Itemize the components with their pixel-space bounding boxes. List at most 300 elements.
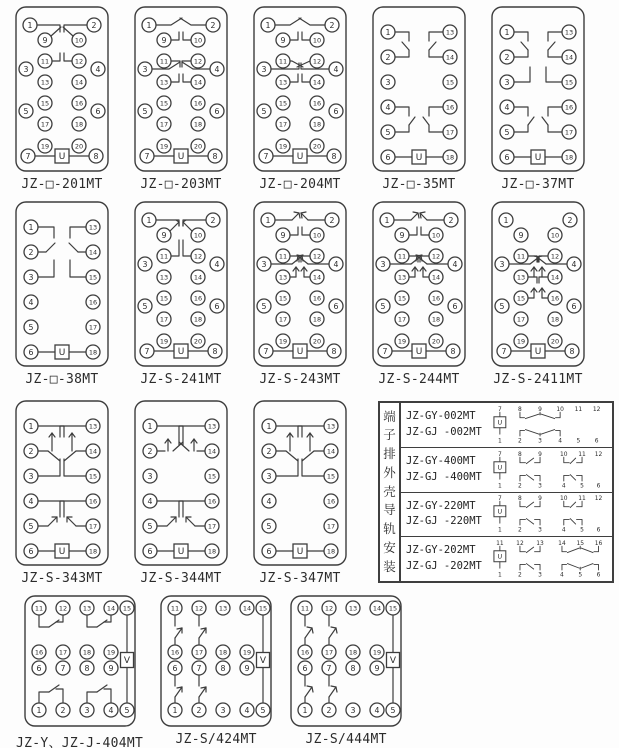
svg-text:U: U <box>497 418 503 427</box>
diagram-canvas-37mt <box>490 5 586 173</box>
svg-text:10: 10 <box>431 231 441 240</box>
terminal-pin-10 <box>191 228 205 242</box>
svg-text:3: 3 <box>84 705 90 715</box>
terminal-pin-19 <box>370 645 384 659</box>
svg-text:17: 17 <box>40 120 50 129</box>
terminal-pin-1 <box>24 419 38 433</box>
side-label-char: 子 <box>383 427 396 443</box>
terminal-pin-16 <box>310 291 324 305</box>
svg-text:12: 12 <box>194 604 204 613</box>
diagram-canvas-204mt <box>252 5 348 173</box>
terminal-pin-17 <box>56 645 70 659</box>
terminal-pin-20 <box>548 334 562 348</box>
svg-text:4: 4 <box>558 437 563 445</box>
svg-text:6: 6 <box>333 106 339 116</box>
svg-text:U: U <box>177 152 185 163</box>
terminal-pin-3 <box>376 257 390 271</box>
terminal-pin-7 <box>378 344 392 358</box>
terminal-pin-14 <box>370 601 384 615</box>
terminal-pin-5 <box>120 703 134 717</box>
terminal-pin-13 <box>80 601 94 615</box>
svg-text:6: 6 <box>504 152 510 162</box>
svg-text:9: 9 <box>280 35 286 45</box>
svg-text:7: 7 <box>144 346 150 356</box>
terminal-pin-4 <box>210 62 224 76</box>
diagram-label-2411mt: JZ-S-2411MT <box>493 372 583 387</box>
terminal-pin-13 <box>324 419 338 433</box>
terminal-pin-6 <box>24 345 38 359</box>
svg-text:18: 18 <box>348 648 358 657</box>
svg-text:19: 19 <box>278 142 288 151</box>
terminal-pin-18 <box>443 150 457 164</box>
table-side-label <box>380 403 401 581</box>
terminal-pin-3 <box>500 75 514 89</box>
svg-text:8: 8 <box>212 346 218 356</box>
svg-text:10: 10 <box>550 231 560 240</box>
svg-text:9: 9 <box>374 663 380 673</box>
terminal-pin-9 <box>240 661 254 675</box>
svg-text:3: 3 <box>538 482 542 490</box>
svg-text:17: 17 <box>278 120 288 129</box>
terminal-pin-6 <box>262 544 276 558</box>
terminal-pin-17 <box>443 125 457 139</box>
svg-text:18: 18 <box>88 547 98 556</box>
svg-text:4: 4 <box>214 64 220 74</box>
terminal-pin-14 <box>429 270 443 284</box>
terminal-pin-15 <box>120 601 134 615</box>
terminal-pin-2 <box>56 703 70 717</box>
terminal-pin-16 <box>32 645 46 659</box>
terminal-pin-8 <box>208 344 222 358</box>
terminal-pin-19 <box>38 139 52 153</box>
svg-text:1: 1 <box>503 215 509 225</box>
mini-terminal-diagram <box>490 449 612 491</box>
terminal-pin-16 <box>86 494 100 508</box>
terminal-pin-17 <box>205 519 219 533</box>
terminal-pin-19 <box>157 139 171 153</box>
svg-text:5: 5 <box>142 301 148 311</box>
svg-text:18: 18 <box>74 120 84 129</box>
svg-text:6: 6 <box>214 106 220 116</box>
terminal-pin-13 <box>216 601 230 615</box>
table-row-jz-gy-002mt <box>401 403 612 448</box>
terminal-pin-5 <box>256 703 270 717</box>
svg-text:12: 12 <box>312 252 322 261</box>
svg-text:9: 9 <box>538 450 542 458</box>
svg-text:4: 4 <box>28 297 34 307</box>
terminal-pin-3 <box>24 469 38 483</box>
svg-text:8: 8 <box>350 663 356 673</box>
svg-text:5: 5 <box>142 106 148 116</box>
u-coil-box <box>412 344 426 358</box>
terminal-pin-3 <box>24 270 38 284</box>
terminal-pin-5 <box>138 104 152 118</box>
svg-text:17: 17 <box>159 315 169 324</box>
terminal-pin-12 <box>191 54 205 68</box>
terminal-pin-6 <box>143 544 157 558</box>
terminal-pin-19 <box>240 645 254 659</box>
terminal-pin-4 <box>500 100 514 114</box>
svg-text:13: 13 <box>564 28 574 37</box>
svg-text:3: 3 <box>504 77 510 87</box>
terminal-pin-6 <box>448 299 462 313</box>
terminal-pin-13 <box>276 270 290 284</box>
terminal-pin-3 <box>346 703 360 717</box>
svg-text:7: 7 <box>326 663 332 673</box>
terminal-pin-6 <box>329 299 343 313</box>
svg-text:1: 1 <box>384 215 390 225</box>
svg-text:13: 13 <box>218 604 228 613</box>
svg-text:9: 9 <box>399 230 405 240</box>
terminal-pin-17 <box>562 125 576 139</box>
svg-text:U: U <box>177 547 185 558</box>
svg-text:15: 15 <box>388 604 398 613</box>
u-coil-box <box>531 344 545 358</box>
terminal-pin-17 <box>322 645 336 659</box>
relay-diagram-241mt <box>133 200 229 387</box>
terminal-pin-9 <box>395 228 409 242</box>
terminal-pin-5 <box>138 299 152 313</box>
terminal-pin-7 <box>259 344 273 358</box>
terminal-pin-5 <box>257 299 271 313</box>
terminal-pin-16 <box>205 494 219 508</box>
terminal-pin-3 <box>143 469 157 483</box>
svg-text:1: 1 <box>302 705 308 715</box>
svg-text:8: 8 <box>220 663 226 673</box>
terminal-pin-17 <box>86 519 100 533</box>
svg-text:11: 11 <box>159 252 169 261</box>
terminal-pin-11 <box>38 54 52 68</box>
svg-text:3: 3 <box>538 527 542 535</box>
svg-text:16: 16 <box>594 540 603 548</box>
svg-text:6: 6 <box>452 301 458 311</box>
terminal-pin-11 <box>276 54 290 68</box>
svg-text:5: 5 <box>385 127 391 137</box>
svg-text:8: 8 <box>518 450 522 458</box>
svg-text:U: U <box>534 153 542 164</box>
terminal-pin-8 <box>346 661 360 675</box>
terminal-pin-7 <box>322 661 336 675</box>
terminal-pin-4 <box>24 295 38 309</box>
svg-text:10: 10 <box>556 406 564 414</box>
diagram-row-4 <box>0 586 619 748</box>
terminal-pin-14 <box>104 601 118 615</box>
svg-text:8: 8 <box>450 346 456 356</box>
terminal-pin-11 <box>157 54 171 68</box>
diagram-label-347mt: JZ-S-347MT <box>259 571 341 586</box>
terminal-pin-18 <box>562 150 576 164</box>
svg-text:3: 3 <box>23 64 29 74</box>
model-names <box>406 454 490 486</box>
terminal-pin-11 <box>276 249 290 263</box>
terminal-pin-15 <box>157 96 171 110</box>
svg-text:14: 14 <box>372 604 382 613</box>
side-label-char: 外 <box>383 464 396 480</box>
svg-text:12: 12 <box>431 252 441 261</box>
svg-text:16: 16 <box>431 294 441 303</box>
svg-text:5: 5 <box>504 127 510 137</box>
svg-text:2: 2 <box>385 52 391 62</box>
svg-text:5: 5 <box>28 521 34 531</box>
svg-text:9: 9 <box>108 663 114 673</box>
svg-text:6: 6 <box>596 482 601 490</box>
svg-text:19: 19 <box>159 142 169 151</box>
svg-text:11: 11 <box>300 604 310 613</box>
svg-text:15: 15 <box>88 273 98 282</box>
terminal-pin-5 <box>24 320 38 334</box>
svg-text:11: 11 <box>397 252 407 261</box>
svg-text:9: 9 <box>280 230 286 240</box>
svg-text:4: 4 <box>560 571 564 579</box>
terminal-pin-14 <box>191 75 205 89</box>
terminal-pin-9 <box>104 661 118 675</box>
svg-text:13: 13 <box>536 540 544 548</box>
svg-text:11: 11 <box>578 495 586 503</box>
svg-text:14: 14 <box>550 273 560 282</box>
terminal-pin-6 <box>91 104 105 118</box>
terminal-pin-16 <box>429 291 443 305</box>
svg-text:15: 15 <box>258 604 268 613</box>
svg-text:3: 3 <box>350 705 356 715</box>
relay-diagram-343mt <box>14 399 110 586</box>
svg-text:6: 6 <box>302 663 308 673</box>
model-name: JZ-GJ -220MT <box>406 515 482 528</box>
terminal-pin-4 <box>567 257 581 271</box>
svg-text:2: 2 <box>448 215 454 225</box>
svg-text:5: 5 <box>499 301 505 311</box>
model-names <box>406 409 490 441</box>
relay-diagram-204mt <box>252 5 348 192</box>
svg-text:1: 1 <box>28 421 34 431</box>
terminal-pin-4 <box>210 257 224 271</box>
svg-text:18: 18 <box>207 547 217 556</box>
terminal-pin-2 <box>500 50 514 64</box>
terminal-pin-20 <box>429 334 443 348</box>
terminal-pin-1 <box>23 18 37 32</box>
terminal-pin-13 <box>395 270 409 284</box>
svg-text:8: 8 <box>331 346 337 356</box>
relay-diagram-203mt <box>133 5 229 192</box>
svg-text:13: 13 <box>516 273 526 282</box>
mini-terminal-diagram <box>490 404 612 446</box>
terminal-pin-5 <box>24 519 38 533</box>
terminal-pin-13 <box>562 25 576 39</box>
terminal-pin-3 <box>257 62 271 76</box>
svg-text:11: 11 <box>578 450 586 458</box>
svg-text:16: 16 <box>564 103 574 112</box>
svg-text:6: 6 <box>385 152 391 162</box>
terminal-pin-20 <box>310 139 324 153</box>
svg-text:2: 2 <box>60 705 66 715</box>
terminal-pin-16 <box>548 291 562 305</box>
svg-text:16: 16 <box>312 294 322 303</box>
svg-text:9: 9 <box>161 35 167 45</box>
terminal-pin-17 <box>86 320 100 334</box>
svg-text:7: 7 <box>501 346 507 356</box>
svg-text:1: 1 <box>497 482 502 490</box>
svg-text:7: 7 <box>497 450 502 458</box>
svg-text:19: 19 <box>278 337 288 346</box>
terminal-pin-16 <box>562 100 576 114</box>
svg-text:19: 19 <box>516 337 526 346</box>
svg-text:5: 5 <box>261 301 267 311</box>
svg-text:1: 1 <box>146 20 152 30</box>
terminal-pin-10 <box>429 228 443 242</box>
svg-text:20: 20 <box>312 337 322 346</box>
terminal-pin-4 <box>104 703 118 717</box>
svg-text:U: U <box>296 547 304 558</box>
svg-text:U: U <box>58 152 66 163</box>
svg-text:5: 5 <box>380 301 386 311</box>
svg-text:17: 17 <box>207 522 217 531</box>
mini-terminal-diagram <box>490 538 612 580</box>
terminal-pin-6 <box>32 661 46 675</box>
terminal-pin-11 <box>395 249 409 263</box>
terminal-pin-8 <box>89 149 103 163</box>
terminal-pin-13 <box>38 75 52 89</box>
svg-text:2: 2 <box>329 215 335 225</box>
terminal-pin-14 <box>562 50 576 64</box>
terminal-pin-15 <box>562 75 576 89</box>
svg-text:17: 17 <box>88 522 98 531</box>
terminal-pin-1 <box>142 213 156 227</box>
svg-text:13: 13 <box>278 273 288 282</box>
terminal-pin-18 <box>205 544 219 558</box>
diagram-canvas-2411mt <box>490 200 586 368</box>
svg-text:13: 13 <box>278 78 288 87</box>
terminal-pin-6 <box>298 661 312 675</box>
svg-text:2: 2 <box>329 20 335 30</box>
terminal-pin-18 <box>80 645 94 659</box>
svg-text:12: 12 <box>516 540 524 548</box>
terminal-pin-16 <box>72 96 86 110</box>
svg-text:18: 18 <box>312 120 322 129</box>
svg-text:10: 10 <box>312 36 322 45</box>
terminal-pin-16 <box>168 645 182 659</box>
terminal-pin-11 <box>157 249 171 263</box>
svg-text:15: 15 <box>159 99 169 108</box>
svg-text:6: 6 <box>36 663 42 673</box>
svg-text:9: 9 <box>161 230 167 240</box>
terminal-pin-7 <box>497 344 511 358</box>
svg-text:3: 3 <box>28 272 34 282</box>
terminal-pin-10 <box>310 33 324 47</box>
terminal-pin-16 <box>324 494 338 508</box>
svg-text:14: 14 <box>326 447 336 456</box>
svg-text:15: 15 <box>564 78 574 87</box>
svg-text:1: 1 <box>27 20 33 30</box>
relay-diagram-244mt <box>371 200 467 387</box>
svg-text:U: U <box>177 347 185 358</box>
relay-diagram-243mt <box>252 200 348 387</box>
svg-text:2: 2 <box>28 446 34 456</box>
side-label-char: 壳 <box>383 483 396 499</box>
svg-text:4: 4 <box>452 259 458 269</box>
terminal-pin-7 <box>56 661 70 675</box>
svg-text:U: U <box>497 552 503 561</box>
diagram-label-344mt: JZ-S-344MT <box>140 571 222 586</box>
svg-text:18: 18 <box>431 315 441 324</box>
svg-text:5: 5 <box>28 322 34 332</box>
terminal-pin-18 <box>72 117 86 131</box>
terminal-pin-4 <box>370 703 384 717</box>
diagram-row-3 <box>0 387 619 586</box>
terminal-pin-17 <box>157 117 171 131</box>
svg-text:13: 13 <box>207 422 217 431</box>
svg-text:V: V <box>123 656 130 667</box>
terminal-pin-12 <box>310 54 324 68</box>
terminal-pin-3 <box>19 62 33 76</box>
terminal-pin-13 <box>157 75 171 89</box>
svg-text:18: 18 <box>88 348 98 357</box>
terminal-pin-13 <box>157 270 171 284</box>
svg-text:15: 15 <box>397 294 407 303</box>
svg-text:1: 1 <box>265 20 271 30</box>
terminal-pin-4 <box>91 62 105 76</box>
terminal-pin-6 <box>24 544 38 558</box>
terminal-pin-12 <box>310 249 324 263</box>
diagram-canvas-35mt <box>371 5 467 173</box>
svg-text:U: U <box>58 547 66 558</box>
svg-text:1: 1 <box>504 27 510 37</box>
terminal-pin-14 <box>240 601 254 615</box>
svg-text:9: 9 <box>538 495 542 503</box>
terminal-pin-8 <box>446 344 460 358</box>
table-row-jz-gy-220mt <box>401 493 612 538</box>
terminal-pin-18 <box>429 312 443 326</box>
svg-text:U: U <box>415 153 423 164</box>
svg-text:13: 13 <box>82 604 91 613</box>
terminal-pin-15 <box>256 601 270 615</box>
terminal-pin-8 <box>208 149 222 163</box>
side-label-char: 安 <box>383 539 396 555</box>
terminal-pin-15 <box>514 291 528 305</box>
svg-text:14: 14 <box>564 53 574 62</box>
svg-text:2: 2 <box>91 20 97 30</box>
terminal-pin-16 <box>298 645 312 659</box>
svg-text:18: 18 <box>326 547 336 556</box>
svg-text:1: 1 <box>385 27 391 37</box>
terminal-pin-15 <box>86 270 100 284</box>
terminal-pin-11 <box>168 601 182 615</box>
model-names <box>406 543 490 575</box>
relay-diagram-404mt <box>16 594 143 748</box>
svg-text:17: 17 <box>88 323 98 332</box>
svg-text:3: 3 <box>380 259 386 269</box>
u-coil-box <box>55 345 69 359</box>
svg-text:U: U <box>497 463 503 472</box>
svg-text:20: 20 <box>431 337 441 346</box>
terminal-pin-18 <box>86 544 100 558</box>
terminal-pin-5 <box>257 104 271 118</box>
svg-text:7: 7 <box>497 495 502 503</box>
terminal-pin-3 <box>216 703 230 717</box>
svg-text:11: 11 <box>574 406 583 414</box>
relay-diagram-35mt <box>371 5 467 192</box>
svg-text:2: 2 <box>567 215 573 225</box>
terminal-pin-15 <box>276 96 290 110</box>
terminal-pin-7 <box>21 149 35 163</box>
svg-text:9: 9 <box>538 406 542 414</box>
svg-text:3: 3 <box>147 471 153 481</box>
svg-text:3: 3 <box>142 259 148 269</box>
terminal-pin-3 <box>381 75 395 89</box>
terminal-pin-1 <box>381 25 395 39</box>
terminal-pin-17 <box>157 312 171 326</box>
terminal-pin-2 <box>444 213 458 227</box>
terminal-pin-8 <box>327 149 341 163</box>
terminal-pin-6 <box>210 299 224 313</box>
